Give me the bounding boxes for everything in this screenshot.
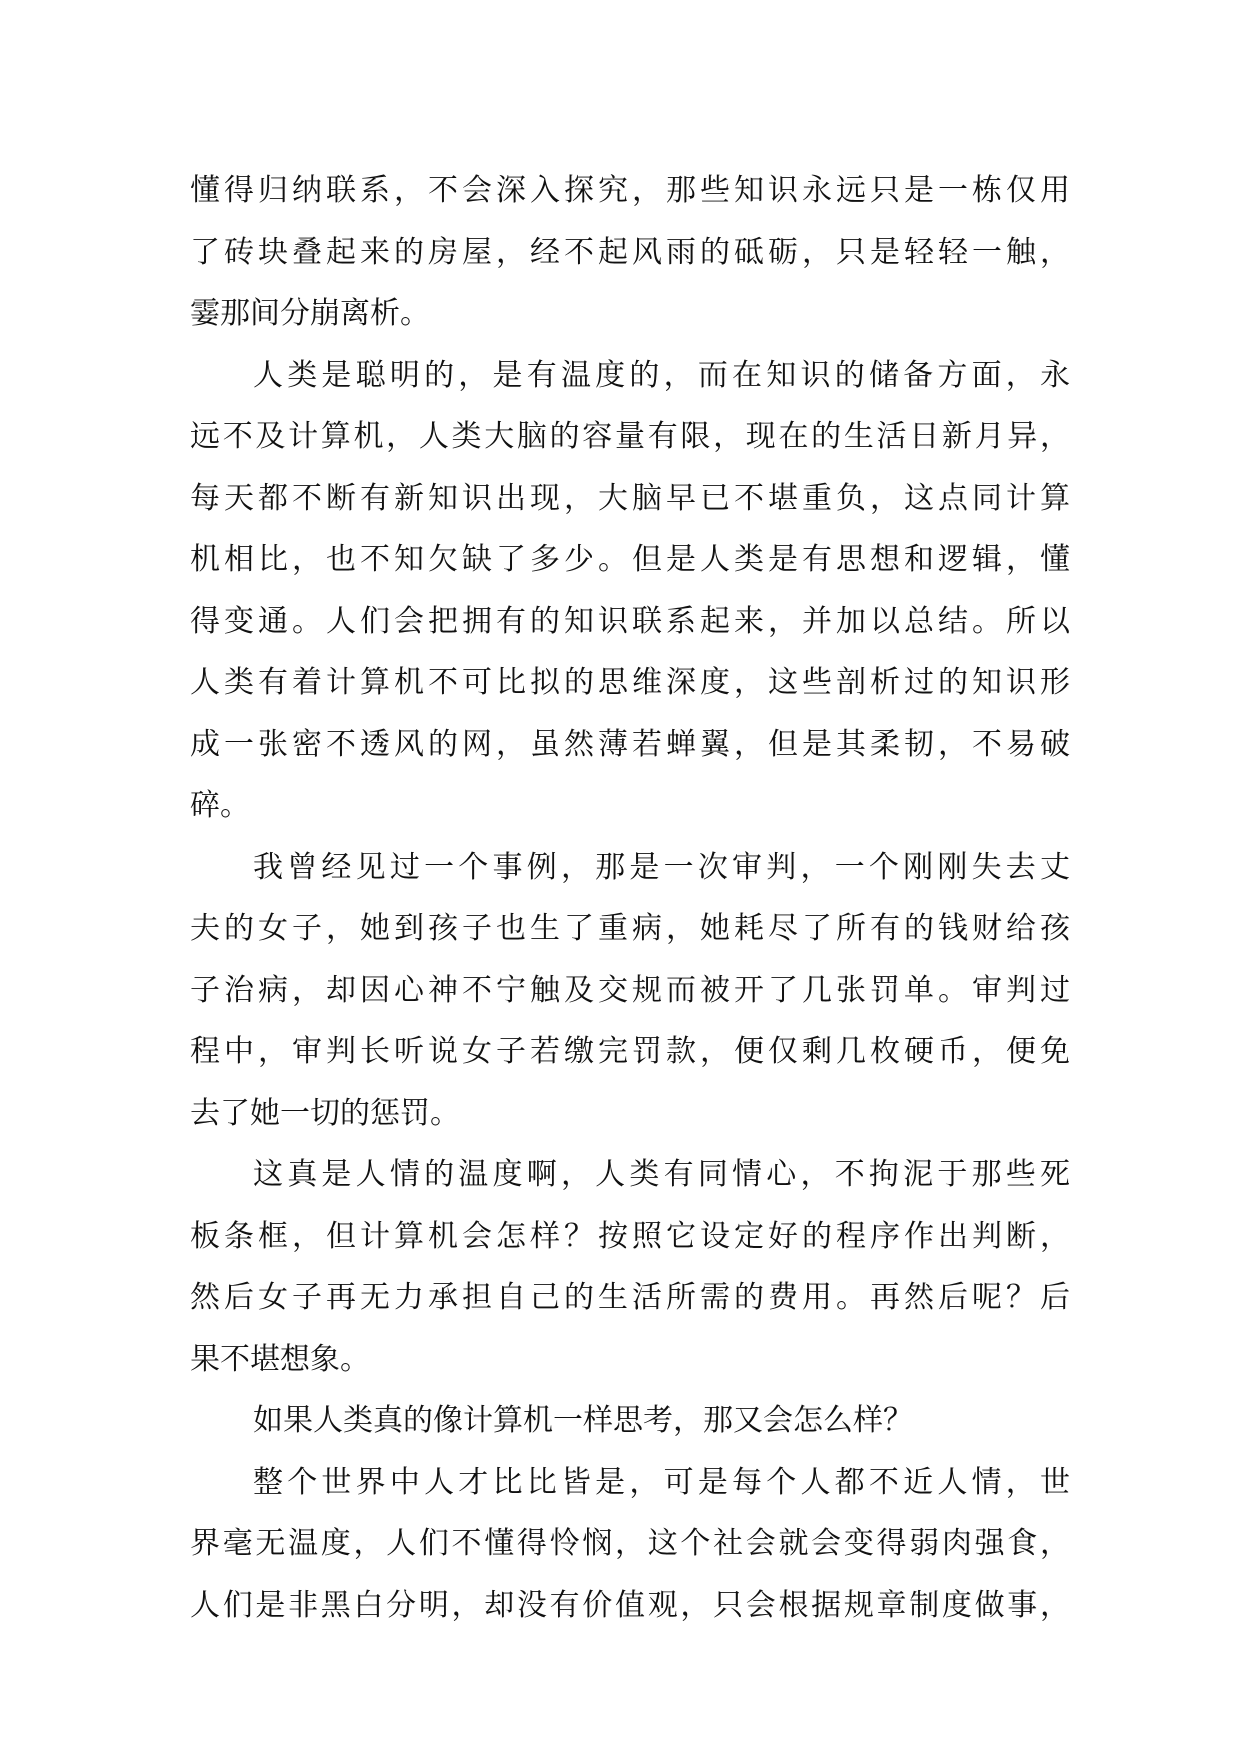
text-line: 了砖块叠起来的房屋，经不起风雨的砥砺，只是轻轻一触， (190, 234, 1070, 270)
text-line: 程中，审判长听说女子若缴完罚款，便仅剩几枚硬币，便免 (190, 1034, 1070, 1069)
text-line: 成一张密不透风的网，虽然薄若蝉翼，但是其柔韧，不易破 (190, 726, 1070, 762)
text-line: 果不堪想象。 (190, 1341, 370, 1377)
document-body (190, 160, 1070, 1636)
paragraph-first-line: 人类是聪明的，是有温度的，而在知识的储备方面，永 (253, 357, 1070, 393)
text-line: 板条框，但计算机会怎样？按照它设定好的程序作出判断， (190, 1218, 1070, 1254)
text-line: 界毫无温度，人们不懂得怜悯，这个社会就会变得弱肉强食， (190, 1526, 1070, 1561)
paragraph-first-line: 如果人类真的像计算机一样思考，那又会怎么样？ (253, 1403, 913, 1438)
text-line: 每天都不断有新知识出现，大脑早已不堪重负，这点同计算 (190, 480, 1070, 516)
text-line: 机相比，也不知欠缺了多少。但是人类是有思想和逻辑，懂 (190, 542, 1070, 577)
paragraph-first-line: 整个世界中人才比比皆是，可是每个人都不近人情，世 (253, 1464, 1070, 1500)
text-line: 子治病，却因心神不宁触及交规而被开了几张罚单。审判过 (190, 972, 1070, 1008)
paragraph-first-line: 这真是人情的温度啊，人类有同情心，不拘泥于那些死 (253, 1157, 1070, 1192)
text-line: 得变通。人们会把拥有的知识联系起来，并加以总结。所以 (190, 603, 1070, 639)
text-line: 夫的女子，她到孩子也生了重病，她耗尽了所有的钱财给孩 (190, 911, 1070, 946)
text-line: 碎。 (190, 788, 250, 823)
text-line: 人们是非黑白分明，却没有价值观，只会根据规章制度做事， (190, 1587, 1070, 1623)
text-line: 去了她一切的惩罚。 (190, 1095, 460, 1131)
text-line: 霎那间分崩离析。 (190, 296, 430, 331)
paragraph-first-line: 我曾经见过一个事例，那是一次审判，一个刚刚失去丈 (253, 849, 1070, 885)
text-line: 懂得归纳联系，不会深入探究，那些知识永远只是一栋仅用 (190, 173, 1070, 208)
text-line: 人类有着计算机不可比拟的思维深度，这些剖析过的知识形 (190, 665, 1070, 700)
text-line: 然后女子再无力承担自己的生活所需的费用。再然后呢？后 (190, 1280, 1070, 1315)
text-line: 远不及计算机，人类大脑的容量有限，现在的生活日新月异， (190, 419, 1070, 454)
